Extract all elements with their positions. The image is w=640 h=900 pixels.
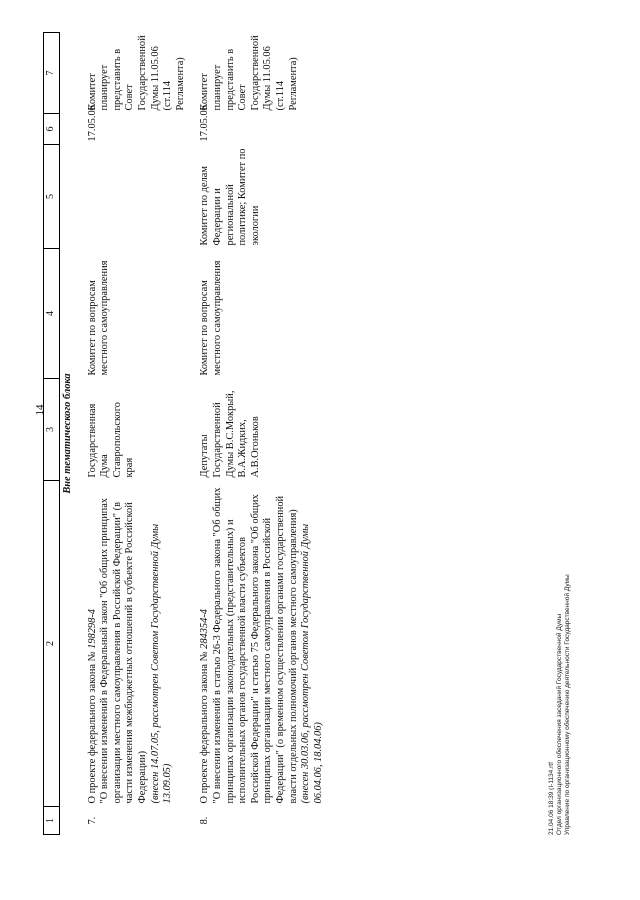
column-header-2: 2 <box>44 481 60 807</box>
section-title: Вне тематического блока <box>62 373 73 494</box>
footer-department: Отдел организационного обеспечения заседаний Государственной Думы <box>556 613 563 835</box>
column-header-5: 5 <box>44 145 60 249</box>
date: 17.05.06 <box>86 105 98 142</box>
bill-title: "О внесении изменений в Федеральный закон "Об общих принципах организации местного самоуправления в Российской Федерации" (в части изменения межбюджетных отношений в субъекте Российской Федерации) <box>99 498 148 804</box>
bill-description <box>197 481 335 807</box>
co-executor-committee: Комитет по делам Федерации и региональной политике; Комитет по экологии <box>199 148 261 246</box>
planned-action: Комитет планирует представить в Совет Государственной Думы 11.05.06 (ст.114 Регламента) <box>86 35 186 111</box>
bill-note: (внесен 30.03.06, рассмотрен Советом Государственной Думы 06.04.06, 18.04.06) <box>300 523 324 804</box>
bill-title-prefix: О проекте федерального закона № <box>199 648 211 804</box>
bill-number: 284354-4 <box>199 609 211 649</box>
initiator: Депутаты Государственной Думы В.С.Мокрый, В.А.Жидких, А.В.Огоньков <box>199 390 261 478</box>
table-row <box>197 33 335 835</box>
responsible-committee: Комитет по вопросам местного самоуправления <box>199 260 223 376</box>
column-header-4: 4 <box>44 249 60 379</box>
bill-title-prefix: О проекте федерального закона № <box>86 648 98 804</box>
co-executor-committee <box>85 145 198 249</box>
document-footer <box>548 574 572 835</box>
column-header-1: 1 <box>44 807 60 835</box>
planned-action: Комитет планирует представить в Совет Государственной Думы 11.05.06 (ст.114 Регламента) <box>199 35 299 111</box>
schedule-table <box>43 32 335 835</box>
table-row <box>85 33 198 835</box>
row-number: 7. <box>86 816 98 825</box>
column-header-6: 6 <box>44 114 60 145</box>
column-header-3: 3 <box>44 379 60 481</box>
column-header-7: 7 <box>44 33 60 114</box>
bill-description <box>85 481 198 807</box>
footer-directorate: Управление по организационному обеспечению деятельности Государственной Думы <box>564 574 571 835</box>
initiator: Государственная Дума Ставропольского края <box>86 402 136 478</box>
bill-number: 198298-4 <box>86 609 98 649</box>
date: 17.05.06 <box>199 105 211 142</box>
bill-note: (внесен 14.07.05, рассмотрен Советом Государственной Думы 13.09.05) <box>149 523 174 804</box>
bill-title: "О внесении изменений в статью 26-3 Федерального закона "Об общих принципах организации законодательных (представительных) и исполнительных органов государственной власти субъектов Российской Федерации" и статью 75 Федерального закона "Об общих принципах организации местного самоуправления в Российской Федерации" (о временном осуществлении органами государственной власти отдельных полномочий органов местного самоуправления) <box>211 487 299 804</box>
page-number: 14 <box>34 404 46 416</box>
responsible-committee: Комитет по вопросам местного самоуправления <box>86 260 111 376</box>
table-header <box>44 33 60 835</box>
row-number: 8. <box>199 816 211 825</box>
footer-file-stamp: 21.04.06 18:39 (I-1134.rtf <box>548 762 555 835</box>
